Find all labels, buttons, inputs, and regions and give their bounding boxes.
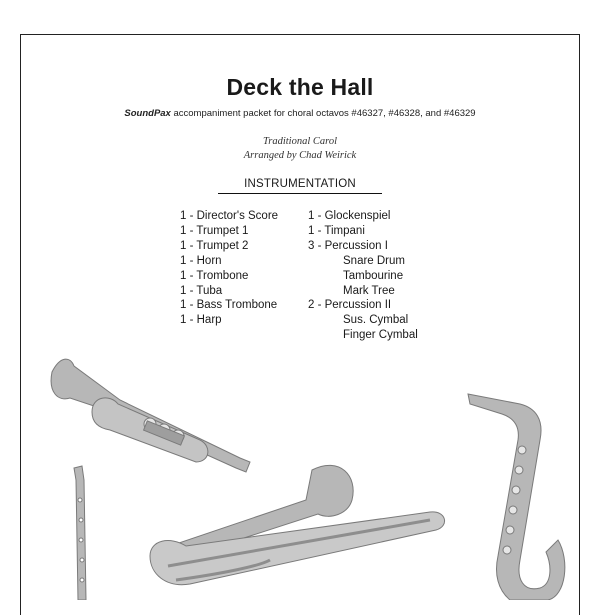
instrumentation-left-column (180, 209, 278, 328)
instrument-sub-item: Snare Drum (343, 254, 405, 267)
instrument-list-item: 1 - Trumpet 2 (180, 239, 249, 252)
trombone-icon (150, 465, 445, 584)
instrument-list-item: 1 - Trombone (180, 269, 249, 282)
instrument-list-item: 1 - Director's Score (180, 210, 279, 222)
instrument-sub-item: Mark Tree (343, 284, 395, 297)
instrument-list-item: 1 - Horn (180, 254, 222, 267)
instrument-sub-item: Sus. Cymbal (343, 314, 409, 327)
instrument-sub-item: Finger Cymbal (343, 329, 418, 342)
instrument-list-item: 1 - Harp (180, 314, 222, 327)
brand-name: SoundPax (124, 108, 171, 119)
clarinet-icon (74, 466, 86, 600)
composer-credit: Traditional Carol (262, 136, 337, 147)
instrument-list-item: 3 - Percussion I (308, 239, 388, 252)
instrument-list-item: 1 - Bass Trombone (180, 299, 278, 312)
subtitle-text: accompaniment packet for choral octavos #46327, #46328, and #46329 (170, 108, 476, 119)
instrumentation-right-column (308, 209, 418, 343)
instrument-list-item: 1 - Trumpet 1 (180, 224, 249, 237)
instrument-list-item: 2 - Percussion II (308, 299, 392, 312)
instrumentation-heading: INSTRUMENTATION (218, 178, 382, 194)
instrument-list-item: 1 - Tuba (180, 284, 223, 297)
instrument-list-item: 1 - Timpani (308, 224, 365, 237)
subtitle (0, 108, 600, 119)
saxophone-icon (468, 394, 565, 600)
instrument-list-item: 1 - Glockenspiel (308, 210, 391, 222)
arranger-credit: Arranged by Chad Weirick (243, 150, 357, 161)
trumpet-icon (51, 359, 250, 472)
page-title: Deck the Hall (226, 74, 374, 100)
instrument-sub-item: Tambourine (343, 269, 404, 282)
